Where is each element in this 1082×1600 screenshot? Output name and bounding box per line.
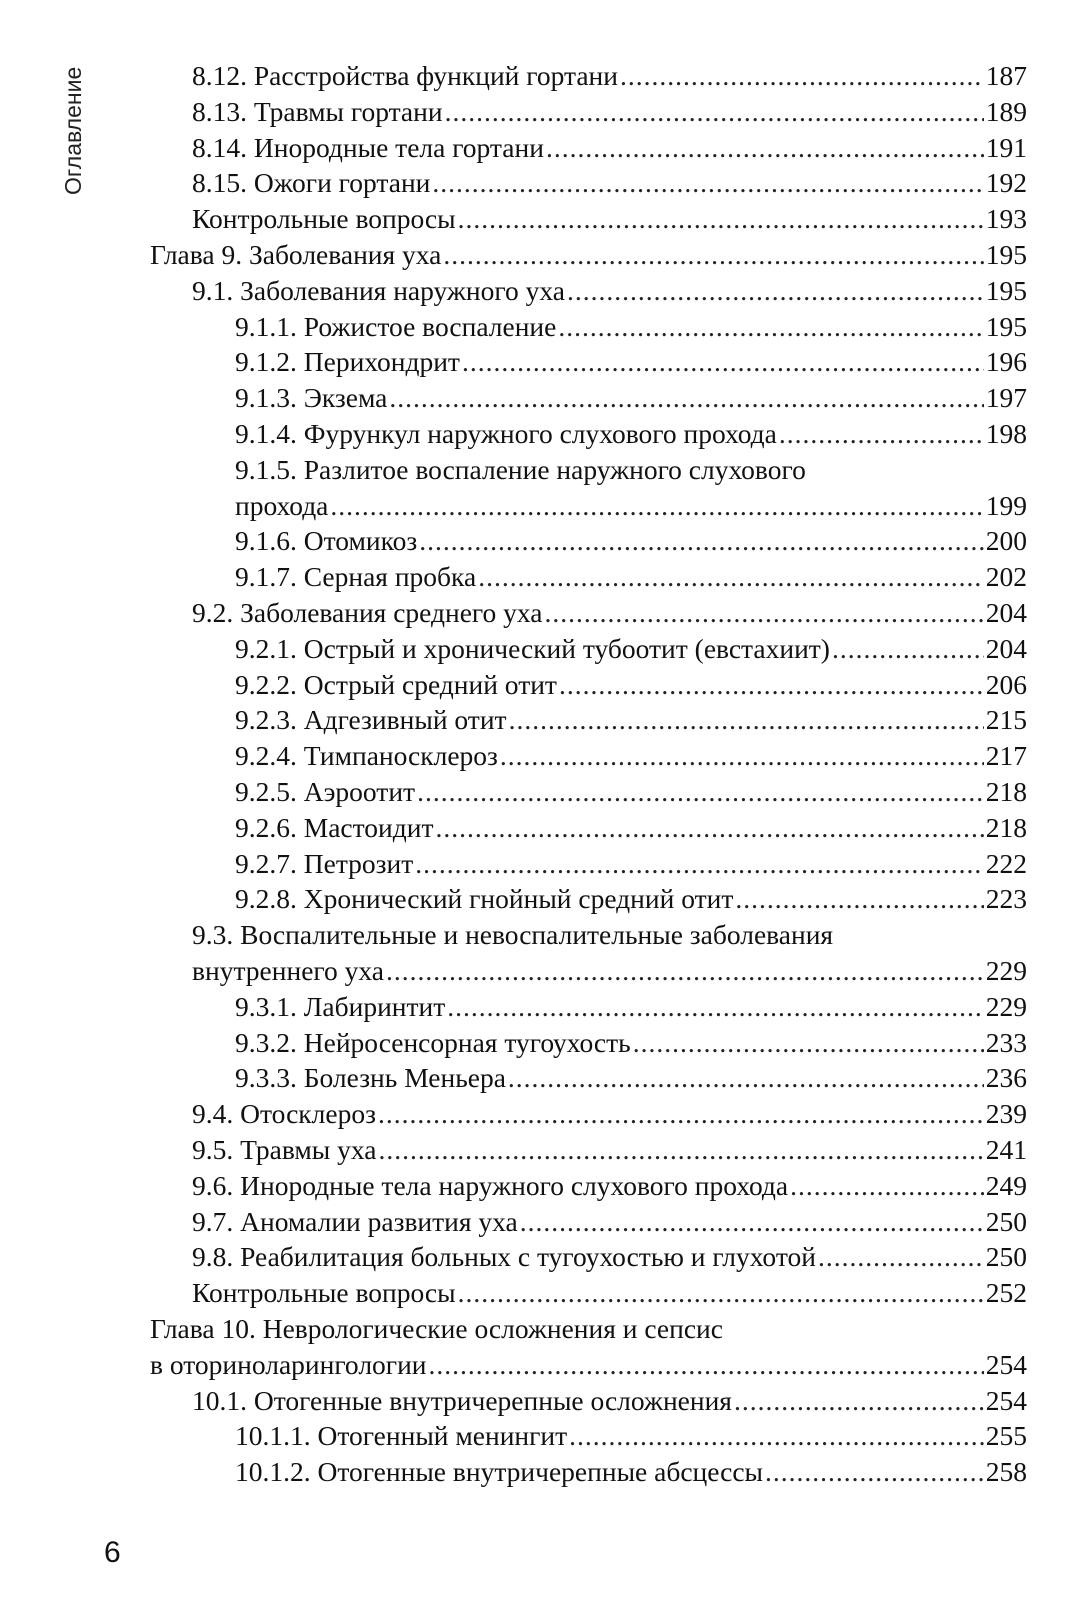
dot-leader bbox=[520, 1204, 984, 1240]
dot-leader bbox=[330, 488, 983, 524]
toc-entry[interactable] bbox=[0, 702, 1082, 738]
toc-page-number[interactable]: 206 bbox=[985, 668, 1027, 700]
toc-entry[interactable] bbox=[0, 1132, 1082, 1168]
toc-entry-title[interactable]: 9.8. Реабилитация больных с тугоухостью и глухотой bbox=[192, 1241, 816, 1273]
dot-leader bbox=[429, 1347, 984, 1383]
toc-page-number[interactable]: 254 bbox=[985, 1384, 1027, 1416]
toc-entry[interactable] bbox=[0, 738, 1082, 774]
toc-entry-title[interactable]: 8.15. Ожоги гортани bbox=[192, 167, 431, 199]
toc-entry-title[interactable]: 9.1.2. Перихондрит bbox=[235, 346, 460, 378]
toc-entry-title[interactable]: 9.2.4. Тимпаносклероз bbox=[235, 740, 498, 772]
toc-page-number[interactable]: 223 bbox=[985, 883, 1027, 915]
toc-entry-continuation[interactable]: в оториноларингологии bbox=[150, 1348, 427, 1380]
toc-entry-title[interactable]: 9.1.3. Экзема bbox=[235, 382, 388, 414]
toc-entry-title[interactable]: 9.3.1. Лабиринтит bbox=[235, 990, 446, 1022]
toc-page-number[interactable]: 233 bbox=[985, 1026, 1027, 1058]
toc-entry[interactable] bbox=[0, 989, 1082, 1025]
toc-page-number[interactable]: 202 bbox=[985, 561, 1027, 593]
dot-leader bbox=[435, 810, 983, 846]
toc-entry-title[interactable]: 9.3. Воспалительные и невоспалительные заболевания bbox=[192, 919, 834, 951]
toc-entry-line bbox=[0, 488, 1082, 524]
toc-page-number[interactable]: 195 bbox=[985, 239, 1027, 270]
toc-page-number[interactable]: 229 bbox=[985, 990, 1027, 1022]
dot-leader bbox=[458, 201, 984, 237]
toc-entry[interactable] bbox=[0, 667, 1082, 703]
toc-entry[interactable] bbox=[0, 1096, 1082, 1132]
dot-leader bbox=[734, 1383, 984, 1419]
toc-entry[interactable] bbox=[0, 631, 1082, 667]
toc-page-number[interactable]: 217 bbox=[985, 740, 1027, 772]
toc-entry[interactable] bbox=[0, 237, 1082, 273]
toc-entry-line bbox=[0, 953, 1082, 989]
toc-page-number[interactable]: 252 bbox=[985, 1277, 1027, 1309]
dot-leader bbox=[462, 344, 984, 380]
toc-entry[interactable] bbox=[0, 273, 1082, 309]
toc-entry-title[interactable]: 9.1. Заболевания наружного уха bbox=[192, 274, 565, 306]
toc-entry-title[interactable]: 10.1.1. Отогенный менингит bbox=[235, 1420, 568, 1452]
toc-entry[interactable] bbox=[0, 1454, 1082, 1490]
toc-page-number[interactable]: 187 bbox=[985, 60, 1027, 91]
toc-page-number[interactable]: 189 bbox=[985, 95, 1027, 127]
dot-leader bbox=[378, 1096, 984, 1132]
dot-leader bbox=[559, 667, 984, 703]
toc-entry[interactable] bbox=[0, 774, 1082, 810]
toc-entry-title[interactable]: 10.1.2. Отогенные внутричерепные абсцессы bbox=[235, 1456, 764, 1488]
toc-entry-title[interactable]: 9.2.7. Петрозит bbox=[235, 847, 414, 879]
dot-leader bbox=[633, 1025, 984, 1061]
page-number: 6 bbox=[104, 1536, 121, 1569]
toc-entry-title[interactable]: 9.1.4. Фурункул наружного слухового прохода bbox=[235, 418, 777, 449]
toc-entry-title[interactable]: 8.13. Травмы гортани bbox=[192, 95, 443, 127]
dot-leader bbox=[544, 595, 983, 631]
toc-entry-title[interactable]: 9.2.8. Хронический гнойный средний отит bbox=[235, 883, 734, 915]
toc-entry[interactable] bbox=[0, 201, 1082, 237]
toc-page-number[interactable]: 193 bbox=[985, 203, 1027, 235]
dot-leader bbox=[567, 273, 984, 309]
toc-entry-line bbox=[0, 452, 1082, 488]
toc-entry[interactable] bbox=[0, 94, 1082, 130]
toc-page-number[interactable]: 200 bbox=[985, 525, 1027, 557]
toc-entry-title[interactable]: 9.7. Аномалии развития уха bbox=[192, 1205, 518, 1237]
dot-leader bbox=[546, 130, 984, 166]
dot-leader bbox=[447, 989, 983, 1025]
toc-page-number[interactable]: 254 bbox=[985, 1348, 1027, 1380]
toc-entry[interactable] bbox=[0, 130, 1082, 166]
toc-page-number[interactable]: 239 bbox=[985, 1098, 1027, 1130]
toc-page-number[interactable]: 250 bbox=[985, 1241, 1027, 1273]
toc-entry[interactable] bbox=[0, 559, 1082, 595]
dot-leader bbox=[765, 1454, 984, 1490]
toc-page-number[interactable]: 197 bbox=[985, 382, 1027, 414]
toc-entry-continuation[interactable]: внутреннего уха bbox=[192, 955, 384, 986]
toc-entry-title[interactable]: 9.2. Заболевания среднего уха bbox=[192, 597, 543, 628]
toc-entry[interactable] bbox=[0, 1418, 1082, 1454]
dot-leader bbox=[378, 1132, 983, 1168]
toc-entry[interactable] bbox=[0, 416, 1082, 452]
toc-entry-title[interactable]: 9.1.6. Отомикоз bbox=[235, 525, 418, 557]
toc-entry[interactable] bbox=[0, 1239, 1082, 1275]
toc-entry[interactable] bbox=[0, 1168, 1082, 1204]
dot-leader bbox=[832, 631, 984, 667]
toc-entry-title[interactable]: 9.2.2. Острый средний отит bbox=[235, 668, 557, 700]
dot-leader bbox=[818, 1239, 984, 1275]
dot-leader bbox=[417, 774, 984, 810]
dot-leader bbox=[558, 309, 983, 345]
toc-entry[interactable] bbox=[0, 1204, 1082, 1240]
toc-entry-title[interactable]: 9.3.2. Нейросенсорная тугоухость bbox=[235, 1026, 631, 1058]
toc-entry[interactable] bbox=[0, 595, 1082, 631]
dot-leader bbox=[509, 702, 984, 738]
toc-page-number[interactable]: 196 bbox=[985, 346, 1027, 378]
dot-leader bbox=[620, 58, 984, 94]
toc-entry-line bbox=[0, 917, 1082, 953]
toc-page-number[interactable]: 195 bbox=[985, 310, 1027, 342]
toc-entry[interactable] bbox=[0, 1060, 1082, 1096]
dot-leader bbox=[790, 1168, 984, 1204]
dot-leader bbox=[415, 846, 983, 882]
dot-leader bbox=[779, 416, 984, 452]
toc-page-number[interactable]: 249 bbox=[985, 1169, 1027, 1201]
toc-page-number[interactable]: 192 bbox=[985, 167, 1027, 199]
toc-entry-title[interactable]: 9.2.1. Острый и хронический тубоотит (евстахиит) bbox=[235, 632, 830, 664]
toc-page-number[interactable]: 191 bbox=[985, 131, 1027, 163]
toc-page-number[interactable]: 255 bbox=[985, 1420, 1027, 1452]
toc-entry-line bbox=[0, 1311, 1082, 1347]
toc-entry-title[interactable]: Контрольные вопросы bbox=[192, 1277, 456, 1309]
dot-leader bbox=[478, 559, 984, 595]
toc-page-number[interactable]: 215 bbox=[985, 704, 1027, 736]
toc-page-number[interactable]: 198 bbox=[985, 418, 1027, 449]
toc-entry[interactable] bbox=[0, 1275, 1082, 1311]
toc-entry[interactable] bbox=[0, 1383, 1082, 1419]
dot-leader bbox=[500, 738, 984, 774]
toc-page-number[interactable]: 218 bbox=[985, 811, 1027, 843]
toc-entry[interactable] bbox=[0, 380, 1082, 416]
toc-entry[interactable] bbox=[0, 1025, 1082, 1061]
toc-entry-title[interactable]: 9.3.3. Болезнь Меньера bbox=[235, 1062, 506, 1094]
dot-leader bbox=[735, 881, 983, 917]
toc-entry-title[interactable]: 9.2.6. Мастоидит bbox=[235, 811, 434, 843]
toc-page-number[interactable]: 199 bbox=[985, 489, 1027, 521]
toc-entry-title[interactable]: 9.6. Инородные тела наружного слухового прохода bbox=[192, 1169, 789, 1201]
toc-entry-title[interactable]: 9.1.5. Разлитое воспаление наружного слухового bbox=[235, 453, 806, 485]
toc-entry[interactable] bbox=[0, 309, 1082, 345]
toc-entry-title[interactable]: 9.1.1. Рожистое воспаление bbox=[235, 310, 557, 342]
toc-entry-title[interactable]: 9.4. Отосклероз bbox=[192, 1098, 376, 1130]
toc-page-number[interactable]: 229 bbox=[985, 955, 1027, 986]
dot-leader bbox=[443, 237, 983, 273]
toc-entry-title[interactable]: Глава 10. Неврологические осложнения и сепсис bbox=[150, 1313, 723, 1344]
dot-leader bbox=[432, 165, 983, 201]
toc-page-number[interactable]: 222 bbox=[985, 847, 1027, 879]
dot-leader bbox=[389, 380, 983, 416]
toc-page-number[interactable]: 250 bbox=[985, 1205, 1027, 1237]
running-header-text: Оглавление bbox=[60, 66, 86, 195]
dot-leader bbox=[508, 1060, 984, 1096]
dot-leader bbox=[445, 94, 984, 130]
toc-page-number[interactable]: 204 bbox=[985, 632, 1027, 664]
toc-entry[interactable] bbox=[0, 165, 1082, 201]
toc-entry[interactable] bbox=[0, 58, 1082, 94]
toc-entry-line bbox=[0, 1347, 1082, 1383]
toc-entry-title[interactable]: 9.5. Травмы уха bbox=[192, 1134, 377, 1165]
toc-entry-title[interactable]: 8.12. Расстройства функций гортани bbox=[192, 60, 618, 91]
toc-page-number[interactable]: 218 bbox=[985, 776, 1027, 807]
toc-page-number[interactable]: 195 bbox=[985, 274, 1027, 306]
toc-entry-title[interactable]: 9.1.7. Серная пробка bbox=[235, 561, 477, 593]
toc-entry[interactable] bbox=[0, 523, 1082, 559]
dot-leader bbox=[458, 1275, 984, 1311]
dot-leader bbox=[419, 523, 984, 559]
dot-leader bbox=[569, 1418, 984, 1454]
toc-entry[interactable] bbox=[0, 881, 1082, 917]
toc-entry-title[interactable]: Глава 9. Заболевания уха bbox=[150, 239, 442, 270]
toc-entry-title[interactable]: 9.2.5. Аэроотит bbox=[235, 776, 416, 807]
toc-page-number[interactable]: 241 bbox=[985, 1134, 1027, 1165]
toc-entry-title[interactable]: 10.1. Отогенные внутричерепные осложнения bbox=[192, 1384, 732, 1416]
toc-page-number[interactable]: 204 bbox=[985, 597, 1027, 628]
toc-entry[interactable] bbox=[0, 344, 1082, 380]
toc-entry-continuation[interactable]: прохода bbox=[235, 489, 329, 521]
dot-leader bbox=[386, 953, 984, 989]
toc-entry[interactable] bbox=[0, 846, 1082, 882]
toc-page-number[interactable]: 236 bbox=[985, 1062, 1027, 1094]
toc-entry-title[interactable]: 9.2.3. Адгезивный отит bbox=[235, 704, 507, 736]
toc-entry-title[interactable]: Контрольные вопросы bbox=[192, 203, 456, 235]
toc-entry-title[interactable]: 8.14. Инородные тела гортани bbox=[192, 131, 544, 163]
toc-page-number[interactable]: 258 bbox=[985, 1456, 1027, 1488]
toc-entry[interactable] bbox=[0, 810, 1082, 846]
